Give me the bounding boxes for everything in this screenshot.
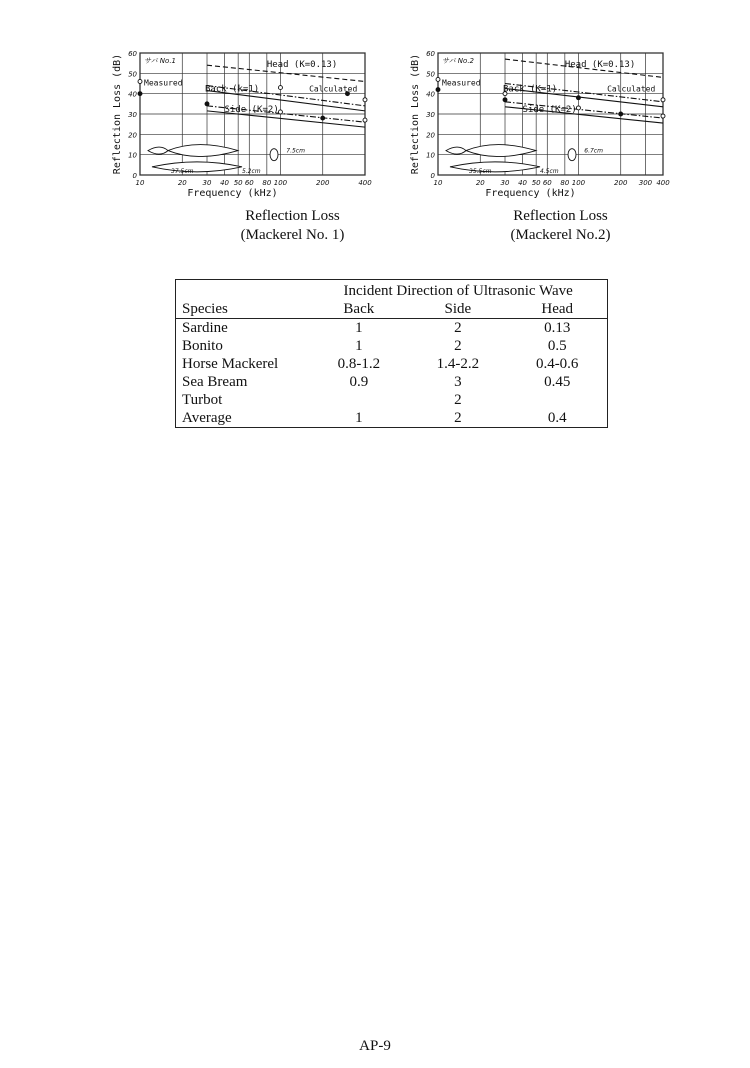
cell-side: 1.4-2.2 [436, 356, 480, 372]
measured-point [138, 79, 142, 83]
cell-side: 2 [454, 410, 462, 426]
y-tick-label: 30 [128, 111, 137, 119]
group-header: Incident Direction of Ultrasonic Wave [343, 283, 573, 299]
cell-side: 2 [454, 392, 462, 408]
page-number: AP-9 [359, 1038, 391, 1054]
fish-cross-section [270, 149, 278, 161]
cell-head: 0.4-0.6 [535, 356, 579, 372]
annotation-head: Head (K=0.13) [266, 60, 338, 71]
x-tick-label: 60 [244, 179, 254, 187]
x-tick-label: 60 [542, 179, 552, 187]
measured-point [436, 88, 440, 92]
table-column-header-row [176, 300, 608, 319]
measured-point [661, 114, 665, 118]
fish-top-view [450, 162, 540, 172]
caption-line1: Reflection Loss [513, 208, 608, 224]
measured-point [205, 102, 209, 106]
y-tick-label: 50 [128, 70, 137, 79]
table-group-header-row [176, 280, 608, 301]
x-tick-label: 10 [135, 179, 145, 187]
cell-species: Average [182, 410, 232, 426]
measured-point [278, 110, 282, 114]
measured-point [138, 92, 142, 96]
cell-species: Sea Bream [182, 374, 248, 390]
y-tick-label: 20 [426, 131, 435, 140]
cell-side: 2 [454, 338, 462, 354]
x-tick-label: 30 [202, 179, 212, 187]
x-tick-label: 100 [571, 179, 586, 187]
column-header-species: Species [176, 300, 310, 319]
annotation-body-height: 5.2cm [241, 167, 261, 175]
x-tick-label: 30 [500, 179, 510, 187]
measured-point [503, 98, 507, 102]
cell-side: 3 [454, 374, 462, 390]
cell-species: Sardine [182, 320, 228, 336]
y-tick-label: 50 [426, 70, 435, 79]
table-row [176, 337, 608, 355]
annotation-back: Back (K=1) [503, 84, 558, 95]
cell-species: Turbot [182, 392, 223, 408]
x-axis-label: Frequency (kHz) [485, 188, 576, 199]
chart-svg-mackerel-1 [110, 45, 380, 205]
x-tick-label: 200 [614, 179, 628, 187]
x-tick-label: 40 [518, 179, 528, 187]
x-tick-label: 50 [531, 179, 541, 187]
cell-side: 2 [454, 320, 462, 336]
chart-mackerel-1 [110, 45, 380, 205]
column-header-side: Side [408, 300, 507, 319]
caption-mackerel-2 [478, 207, 643, 245]
annotation-body-height: 4.5cm [539, 167, 559, 175]
species-table [175, 279, 608, 428]
y-tick-label: 10 [128, 151, 137, 160]
y-tick-label: 60 [128, 50, 137, 58]
x-tick-label: 20 [475, 179, 485, 187]
x-tick-label: 400 [656, 179, 670, 187]
x-tick-label: 50 [233, 179, 243, 187]
x-tick-label: 100 [273, 179, 288, 187]
table-row [176, 409, 608, 428]
column-header-head: Head [507, 300, 607, 319]
cell-back: 1 [355, 338, 363, 354]
y-tick-label: 10 [426, 151, 435, 160]
x-tick-label: 80 [262, 179, 272, 187]
annotation-side: Side (K=2) [224, 104, 279, 115]
cell-head [507, 391, 607, 409]
cell-back [309, 391, 408, 409]
x-tick-label: 20 [177, 179, 187, 187]
chart-svg-mackerel-2 [408, 45, 678, 205]
annotation-body-width: 7.5cm [286, 147, 305, 155]
annotation-measured: Measured [442, 78, 481, 88]
measured-point [619, 112, 623, 116]
corner-label: サバ No.2 [442, 57, 475, 65]
y-tick-label: 0 [430, 172, 435, 180]
x-tick-label: 10 [433, 179, 443, 187]
table-row [176, 373, 608, 391]
y-tick-label: 60 [426, 50, 435, 58]
measured-point [661, 98, 665, 102]
cell-head: 0.4 [547, 410, 567, 426]
y-tick-label: 20 [128, 131, 137, 140]
corner-label: サバ No.1 [144, 57, 177, 65]
cell-head: 0.45 [544, 374, 571, 390]
y-axis-label: Reflection Loss (dB) [112, 53, 123, 175]
measured-point [363, 118, 367, 122]
caption-line2: (Mackerel No. 1) [240, 227, 345, 243]
cell-back: 1 [355, 410, 363, 426]
cell-back: 0.8-1.2 [337, 356, 381, 372]
annotation-body-length: 35.5cm [469, 167, 492, 175]
x-tick-label: 80 [560, 179, 570, 187]
caption-line1: Reflection Loss [245, 208, 340, 224]
cell-head: 0.13 [544, 320, 571, 336]
annotation-calculated: Calculated [309, 84, 358, 94]
measured-point [576, 106, 580, 110]
measured-point [278, 86, 282, 90]
cell-species: Horse Mackerel [182, 356, 279, 372]
caption-line2: (Mackerel No.2) [510, 227, 611, 243]
x-tick-label: 40 [220, 179, 230, 187]
measured-point [363, 98, 367, 102]
fish-cross-section [568, 149, 576, 161]
column-header-back: Back [309, 300, 408, 319]
annotation-head: Head (K=0.13) [564, 60, 636, 71]
x-tick-label: 400 [358, 179, 372, 187]
measured-point [321, 116, 325, 120]
table-row [176, 355, 608, 373]
y-tick-label: 40 [426, 90, 435, 99]
annotation-measured: Measured [144, 78, 183, 88]
cell-head: 0.5 [547, 338, 567, 354]
annotation-body-length: 37.5cm [171, 167, 194, 175]
cell-species: Bonito [182, 338, 223, 354]
cell-back: 0.9 [349, 374, 369, 390]
annotation-side: Side (K=2) [522, 104, 577, 115]
annotation-body-width: 6.7cm [584, 147, 603, 155]
table-row [176, 391, 608, 409]
table-row [176, 319, 608, 338]
x-tick-label: 200 [316, 179, 330, 187]
y-tick-label: 30 [426, 111, 435, 119]
y-tick-label: 0 [132, 172, 137, 180]
y-axis-label: Reflection Loss (dB) [410, 53, 421, 175]
measured-point [436, 77, 440, 81]
cell-back: 1 [355, 320, 363, 336]
caption-mackerel-1 [210, 207, 375, 245]
annotation-calculated: Calculated [607, 84, 656, 94]
chart-mackerel-2 [408, 45, 678, 205]
fish-top-view [152, 162, 242, 172]
y-tick-label: 40 [128, 90, 137, 99]
x-axis-label: Frequency (kHz) [187, 188, 278, 199]
x-tick-label: 300 [638, 179, 653, 187]
table-corner-cell [176, 280, 310, 301]
annotation-back: Back (k=1) [205, 84, 260, 95]
